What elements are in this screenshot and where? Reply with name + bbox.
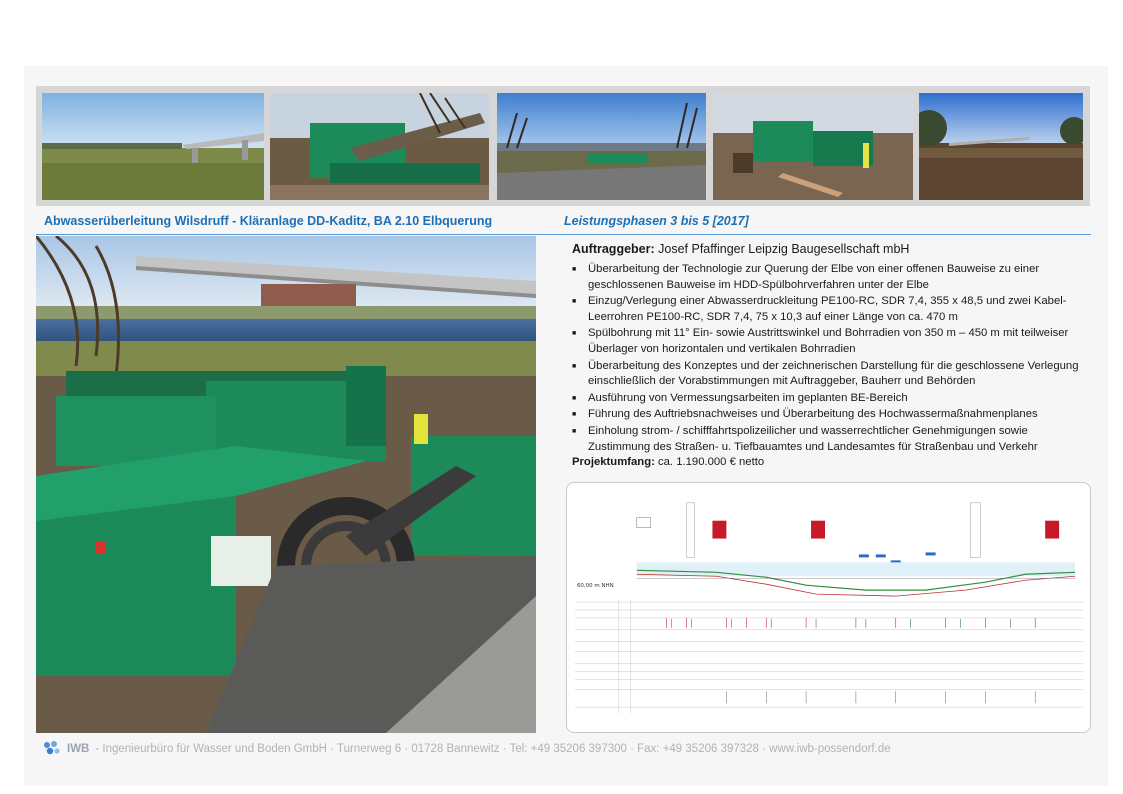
project-info	[572, 242, 1092, 468]
footer	[42, 738, 891, 760]
list-item: ■ Führung des Auftriebsnachweises und Überarbeitung des Hochwassermaßnahmenplanes	[572, 407, 1092, 423]
title-divider	[36, 234, 1091, 235]
photo-drill-rig	[270, 93, 489, 200]
list-item: ■ Ausführung von Vermessungsarbeiten im geplanten BE-Bereich	[572, 391, 1092, 407]
project-title: Abwasserüberleitung Wilsdruff - Kläranlage DD-Kaditz, BA 2.10 Elbquerung	[44, 214, 493, 228]
iwb-logo-icon	[42, 740, 62, 758]
project-scope	[572, 456, 1092, 468]
photo-strip	[36, 86, 1090, 206]
photo-bridge-meadow	[42, 93, 264, 200]
footer-contact: - Ingenieurbüro für Wasser und Boden GmbH · Turnerweg 6 · 01728 Bannewitz · Tel: +49 35206 397300 · Fax: +49 35206 397328 · www.iwb-possendorf.de	[95, 743, 891, 755]
client-name: Josef Pfaffinger Leipzig Baugesellschaft mbH	[658, 242, 910, 256]
list-item: ■ Einholung strom- / schifffahrtspolizeilicher und wasserrechtlicher Genehmigungen sowie Zustimmung des Straßen- u. Tiefbauamtes und Landesamtes für Straßenbau und Verkehr	[572, 424, 1092, 455]
photo-field-evening	[919, 93, 1083, 200]
service-list	[572, 262, 1092, 455]
photo-elbe-river	[497, 93, 706, 200]
technical-drawing	[566, 482, 1091, 733]
list-item: ■ Einzug/Verlegung einer Abwasserdruckleitung PE100-RC, SDR 7,4, 355 x 48,5 und zwei Kabel-Leerrohren PE100-RC, SDR 7,4, 75 x 10,3 auf einer Länge von ca. 470 m	[572, 294, 1092, 325]
photo-site-containers	[713, 93, 913, 200]
list-item: ■ Überarbeitung des Konzeptes und der zeichnerischen Darstellung für die geschlossene Verlegung einschließlich der Vorabstimmungen mit Auftraggeber, Bauherr und Behörden	[572, 359, 1092, 390]
scope-label: Projektumfang:	[572, 456, 655, 469]
list-item: ■ Überarbeitung der Technologie zur Querung der Elbe von einer offenen Bauweise zu einer geschlossenen Bauweise im HDD-Spülbohrverfahren unter der Elbe	[572, 262, 1092, 293]
scope-value: ca. 1.190.000 € netto	[658, 456, 765, 469]
main-photo-drill-site	[36, 236, 536, 733]
elevation-label: 60,00 m NHN	[576, 583, 614, 590]
client-line	[572, 242, 1092, 256]
title-row	[44, 212, 1094, 234]
project-phases: Leistungsphasen 3 bis 5 [2017]	[564, 214, 749, 228]
footer-brand: IWB	[67, 743, 90, 755]
client-label: Auftraggeber:	[572, 242, 655, 256]
list-item: ■ Spülbohrung mit 11° Ein- sowie Austrittswinkel und Bohrradien von 350 m – 450 m mit teilweiser Überlager von horizontalen und vertikalen Bohrradien	[572, 326, 1092, 357]
